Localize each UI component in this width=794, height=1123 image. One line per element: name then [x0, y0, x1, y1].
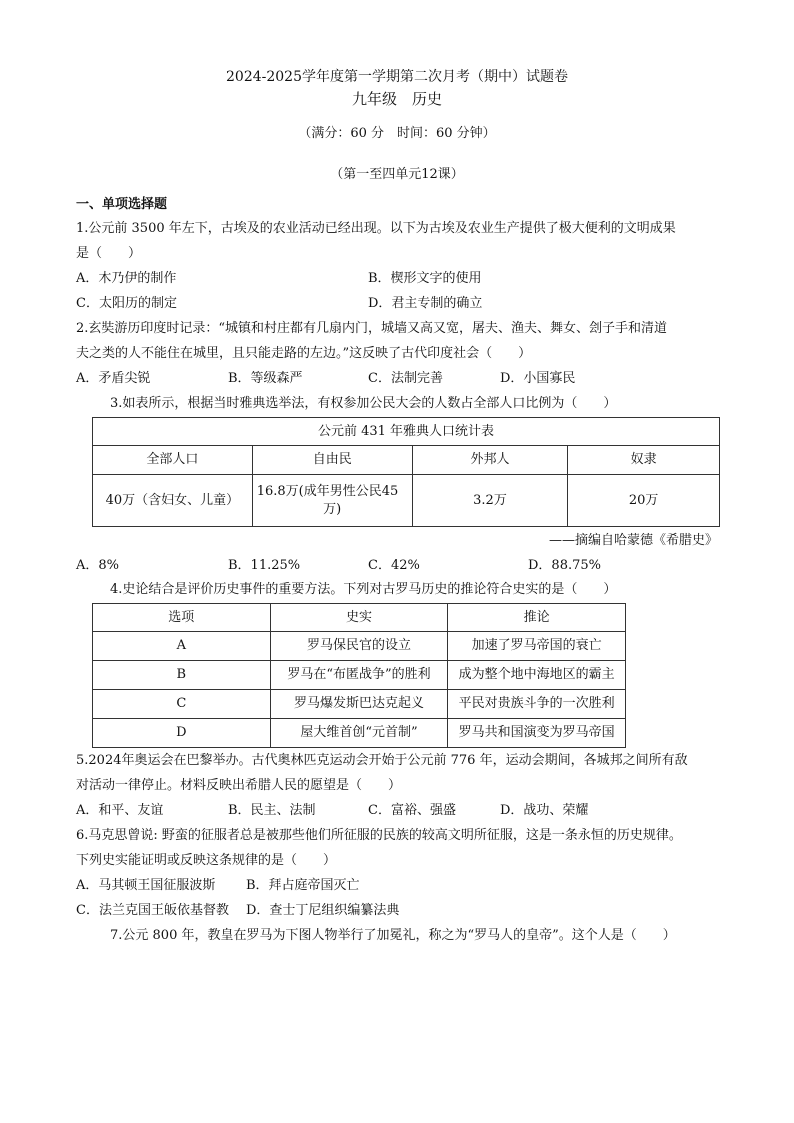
table-row	[93, 661, 626, 690]
q2-option-b[interactable]: B．等级森严	[228, 371, 303, 386]
q4-row-c-inference: 平民对贵族斗争的一次胜利	[448, 690, 626, 719]
q3-option-d[interactable]: D．88.75%	[528, 558, 601, 573]
q1-option-d[interactable]: D．君主专制的确立	[368, 296, 483, 311]
q4-row-c-option: C	[93, 690, 271, 719]
table-row	[93, 719, 626, 748]
q5-stem-line2: 对活动一律停止。材料反映出希腊人民的愿望是（ ）	[76, 778, 402, 793]
q5-stem-line1: 5.2024年奥运会在巴黎举办。古代奥林匹克运动会开始于公元前 776 年，运动会期间，各城邦之间所有敌	[76, 753, 688, 768]
q2-option-a[interactable]: A．矛盾尖锐	[76, 371, 151, 386]
q3-header-slaves: 奴隶	[568, 446, 720, 475]
q1-option-a[interactable]: A．木乃伊的制作	[76, 271, 177, 286]
q4-row-a-option: A	[93, 632, 271, 661]
q4-row-c-fact: 罗马爆发斯巴达克起义	[270, 690, 448, 719]
q5-option-a[interactable]: A．和平、友谊	[76, 803, 164, 818]
q1-stem-line1: 1.公元前 3500 年左下，古埃及的农业活动已经出现。以下为古埃及农业生产提供了极大便利的文明成果	[76, 221, 676, 236]
q2-stem-line2: 夫之类的人不能住在城里，且只能走路的左边。”这反映了古代印度社会（ ）	[76, 346, 532, 361]
q4-row-d-option: D	[93, 719, 271, 748]
table-row	[93, 632, 626, 661]
q3-stem: 3.如表所示，根据当时雅典选举法，有权参加公民大会的人数占全部人口比例为（ ）	[110, 396, 617, 411]
q4-header-option: 选项	[93, 604, 271, 632]
exam-title: 2024-2025学年度第一学期第二次月考（期中）试题卷	[226, 69, 568, 85]
q5-option-c[interactable]: C．富裕、强盛	[368, 803, 456, 818]
q2-option-d[interactable]: D．小国寡民	[500, 371, 576, 386]
q3-cell-freemen-line2: 万)	[323, 501, 342, 517]
q3-table-title: 公元前 431 年雅典人口统计表	[93, 418, 720, 446]
q4-row-b-fact: 罗马在“布匿战争”的胜利	[270, 661, 448, 690]
q1-option-c[interactable]: C．太阳历的制定	[76, 296, 177, 311]
q1-option-b[interactable]: B．楔形文字的使用	[368, 271, 482, 286]
table-row	[93, 690, 626, 719]
q2-stem-line1: 2.玄奘游历印度时记录：“城镇和村庄都有几扇内门，城墙又高又宽，屠夫、渔夫、舞女、刽子手和清道	[76, 321, 668, 336]
q3-header-total: 全部人口	[93, 446, 253, 475]
q3-option-c[interactable]: C．42%	[368, 558, 420, 573]
q4-row-a-inference: 加速了罗马帝国的衰亡	[448, 632, 626, 661]
q3-option-a[interactable]: A．8%	[76, 558, 120, 573]
q3-cell-foreigners: 3.2万	[412, 475, 568, 527]
q1-stem-line2: 是（ ）	[76, 246, 142, 261]
q6-stem-line1: 6.马克思曾说: 野蛮的征服者总是被那些他们所征服的民族的较高文明所征服，这是一条永恒的历史规律。	[76, 828, 682, 843]
q3-cell-total: 40万（含妇女、儿童）	[93, 475, 253, 527]
q6-option-d[interactable]: D．查士丁尼组织编纂法典	[246, 903, 400, 918]
q6-option-a[interactable]: A．马其顿王国征服波斯	[76, 878, 216, 893]
q4-row-d-fact: 屋大维首创“元首制”	[270, 719, 448, 748]
exam-info: （满分：60 分 时间：60 分钟）	[298, 126, 496, 141]
q5-option-b[interactable]: B．民主、法制	[228, 803, 316, 818]
q5-option-d[interactable]: D．战功、荣耀	[500, 803, 589, 818]
q3-population-table	[92, 417, 720, 527]
q3-cell-slaves: 20万	[568, 475, 720, 527]
exam-subtitle: 九年级 历史	[351, 90, 442, 108]
q3-header-freemen: 自由民	[252, 446, 412, 475]
q3-option-b[interactable]: B．11.25%	[228, 558, 301, 573]
q7-stem: 7.公元 800 年，教皇在罗马为下图人物举行了加冕礼，称之为“罗马人的皇帝”。这个人是（ ）	[110, 928, 676, 943]
q3-cell-freemen-line1: 16.8万(成年男性公民45	[256, 483, 399, 499]
q4-row-b-option: B	[93, 661, 271, 690]
q3-source: ——摘编自哈蒙德《希腊史》	[548, 533, 718, 548]
q6-option-c[interactable]: C．法兰克国王皈依基督教	[76, 903, 229, 918]
exam-scope: （第一至四单元12课）	[330, 167, 464, 182]
section-heading: 一、单项选择题	[76, 197, 168, 212]
q6-option-b[interactable]: B．拜占庭帝国灭亡	[246, 878, 360, 893]
q4-header-inference: 推论	[448, 604, 626, 632]
q3-cell-freemen	[252, 475, 412, 527]
q4-row-d-inference: 罗马共和国演变为罗马帝国	[448, 719, 626, 748]
q4-inference-table	[92, 603, 626, 748]
q4-stem: 4.史论结合是评价历史事件的重要方法。下列对古罗马历史的推论符合史实的是（ ）	[110, 582, 617, 597]
q4-header-fact: 史实	[270, 604, 448, 632]
q3-header-foreigners: 外邦人	[412, 446, 568, 475]
q4-row-a-fact: 罗马保民官的设立	[270, 632, 448, 661]
q2-option-c[interactable]: C．法制完善	[368, 371, 443, 386]
q6-stem-line2: 下列史实能证明或反映这条规律的是（ ）	[76, 853, 337, 868]
q4-row-b-inference: 成为整个地中海地区的霸主	[448, 661, 626, 690]
